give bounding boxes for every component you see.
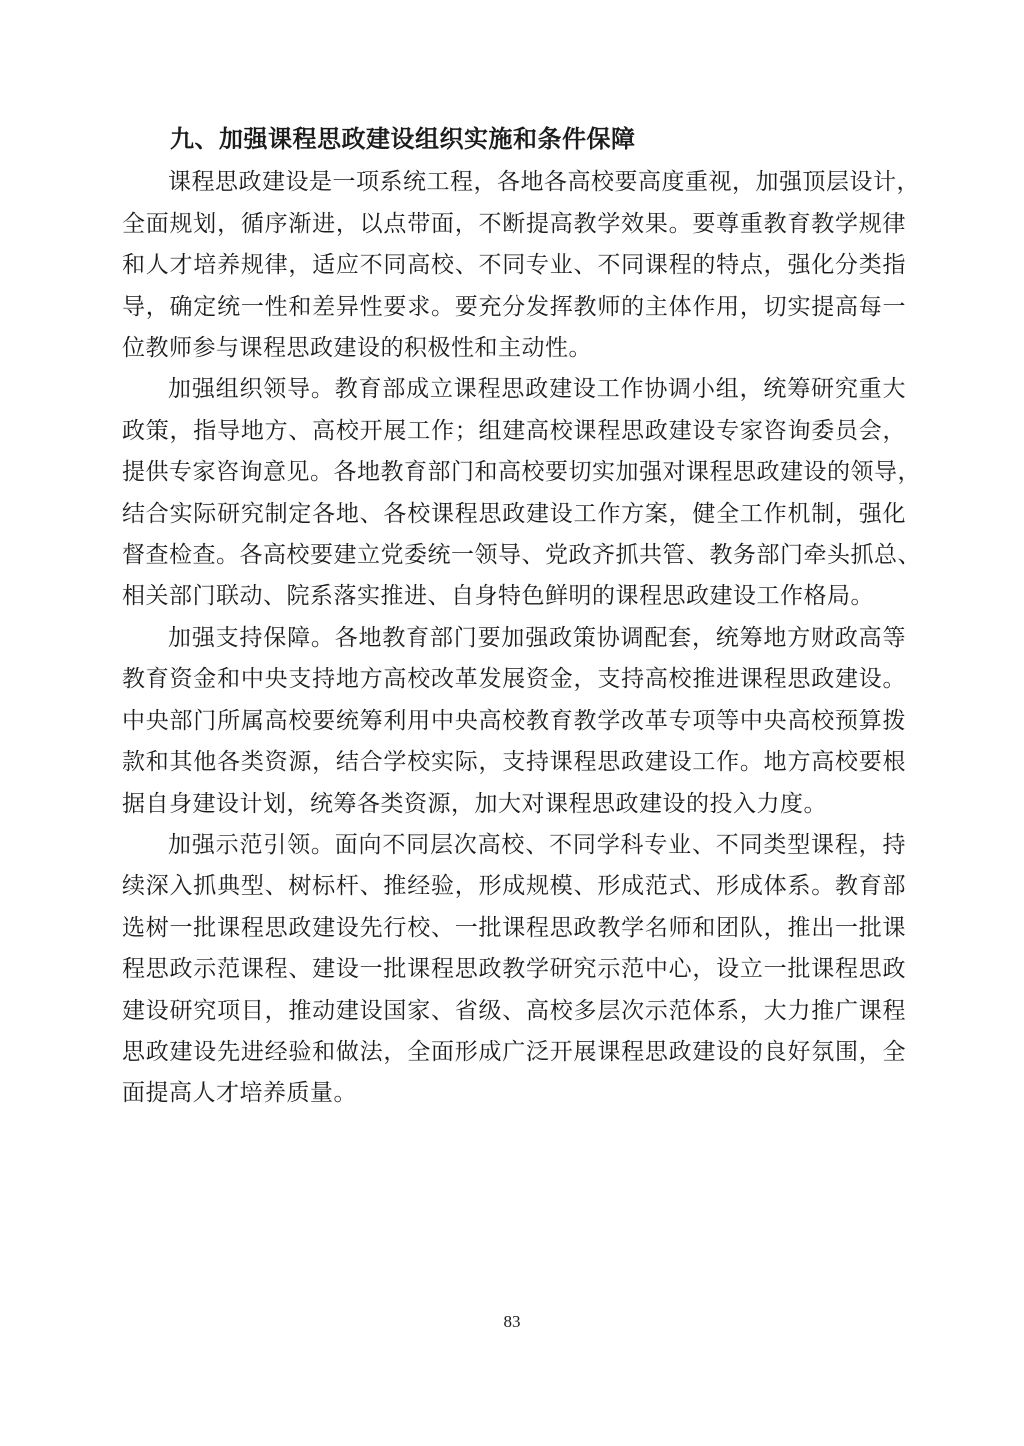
text-line: 选树一批课程思政建设先行校、一批课程思政教学名师和团队，推出一批课 [122, 914, 906, 940]
page-number: 83 [503, 1312, 521, 1331]
text-line: 程思政示范课程、建设一批课程思政教学研究示范中心，设立一批课程思政 [122, 956, 906, 982]
text-line: 思政建设先进经验和做法，全面形成广泛开展课程思政建设的良好氛围，全 [122, 1038, 906, 1064]
text-line: 课程思政建设是一项系统工程，各地各高校要高度重视，加强顶层设计， [168, 169, 920, 195]
text-line: 款和其他各类资源，结合学校实际，支持课程思政建设工作。地方高校要根 [122, 749, 906, 775]
text-line: 导，确定统一性和差异性要求。要充分发挥教师的主体作用，切实提高每一 [122, 293, 906, 319]
text-line: 相关部门联动、院系落实推进、自身特色鲜明的课程思政建设工作格局。 [122, 583, 874, 609]
text-line: 中央部门所属高校要统筹利用中央高校教育教学改革专项等中央高校预算拨 [122, 707, 906, 733]
document-body [122, 161, 921, 1113]
text-line: 据自身建设计划，统筹各类资源，加大对课程思政建设的投入力度。 [122, 790, 827, 816]
text-line: 结合实际研究制定各地、各校课程思政建设工作方案，健全工作机制，强化 [122, 500, 906, 526]
text-line: 加强组织领导。教育部成立课程思政建设工作协调小组，统筹研究重大 [168, 376, 906, 402]
paragraph [122, 824, 906, 1114]
text-line: 和人才培养规律，适应不同高校、不同专业、不同课程的特点，强化分类指 [122, 252, 906, 278]
paragraph [122, 161, 920, 368]
text-line: 面提高人才培养质量。 [122, 1080, 357, 1106]
text-line: 位教师参与课程思政建设的积极性和主动性。 [122, 335, 592, 361]
text-line: 督查检查。各高校要建立党委统一领导、党政齐抓共管、教务部门牵头抓总、 [122, 542, 921, 568]
text-line: 全面规划，循序渐进，以点带面，不断提高教学效果。要尊重教育教学规律 [122, 210, 906, 236]
paragraph [122, 617, 906, 824]
section-heading: 九、加强课程思政建设组织实施和条件保障 [170, 127, 636, 153]
text-line: 加强支持保障。各地教育部门要加强政策协调配套，统筹地方财政高等 [168, 624, 906, 650]
text-line: 政策，指导地方、高校开展工作；组建高校课程思政建设专家咨询委员会， [122, 417, 906, 443]
text-line: 加强示范引领。面向不同层次高校、不同学科专业、不同类型课程，持 [168, 831, 906, 857]
paragraph [122, 368, 921, 616]
text-line: 续深入抓典型、树标杆、推经验，形成规模、形成范式、形成体系。教育部 [122, 873, 906, 899]
text-line: 建设研究项目，推动建设国家、省级、高校多层次示范体系，大力推广课程 [122, 997, 906, 1023]
document-content [122, 120, 921, 1114]
text-line: 教育资金和中央支持地方高校改革发展资金，支持高校推进课程思政建设。 [122, 666, 906, 692]
text-line: 提供专家咨询意见。各地教育部门和高校要切实加强对课程思政建设的领导， [122, 459, 921, 485]
